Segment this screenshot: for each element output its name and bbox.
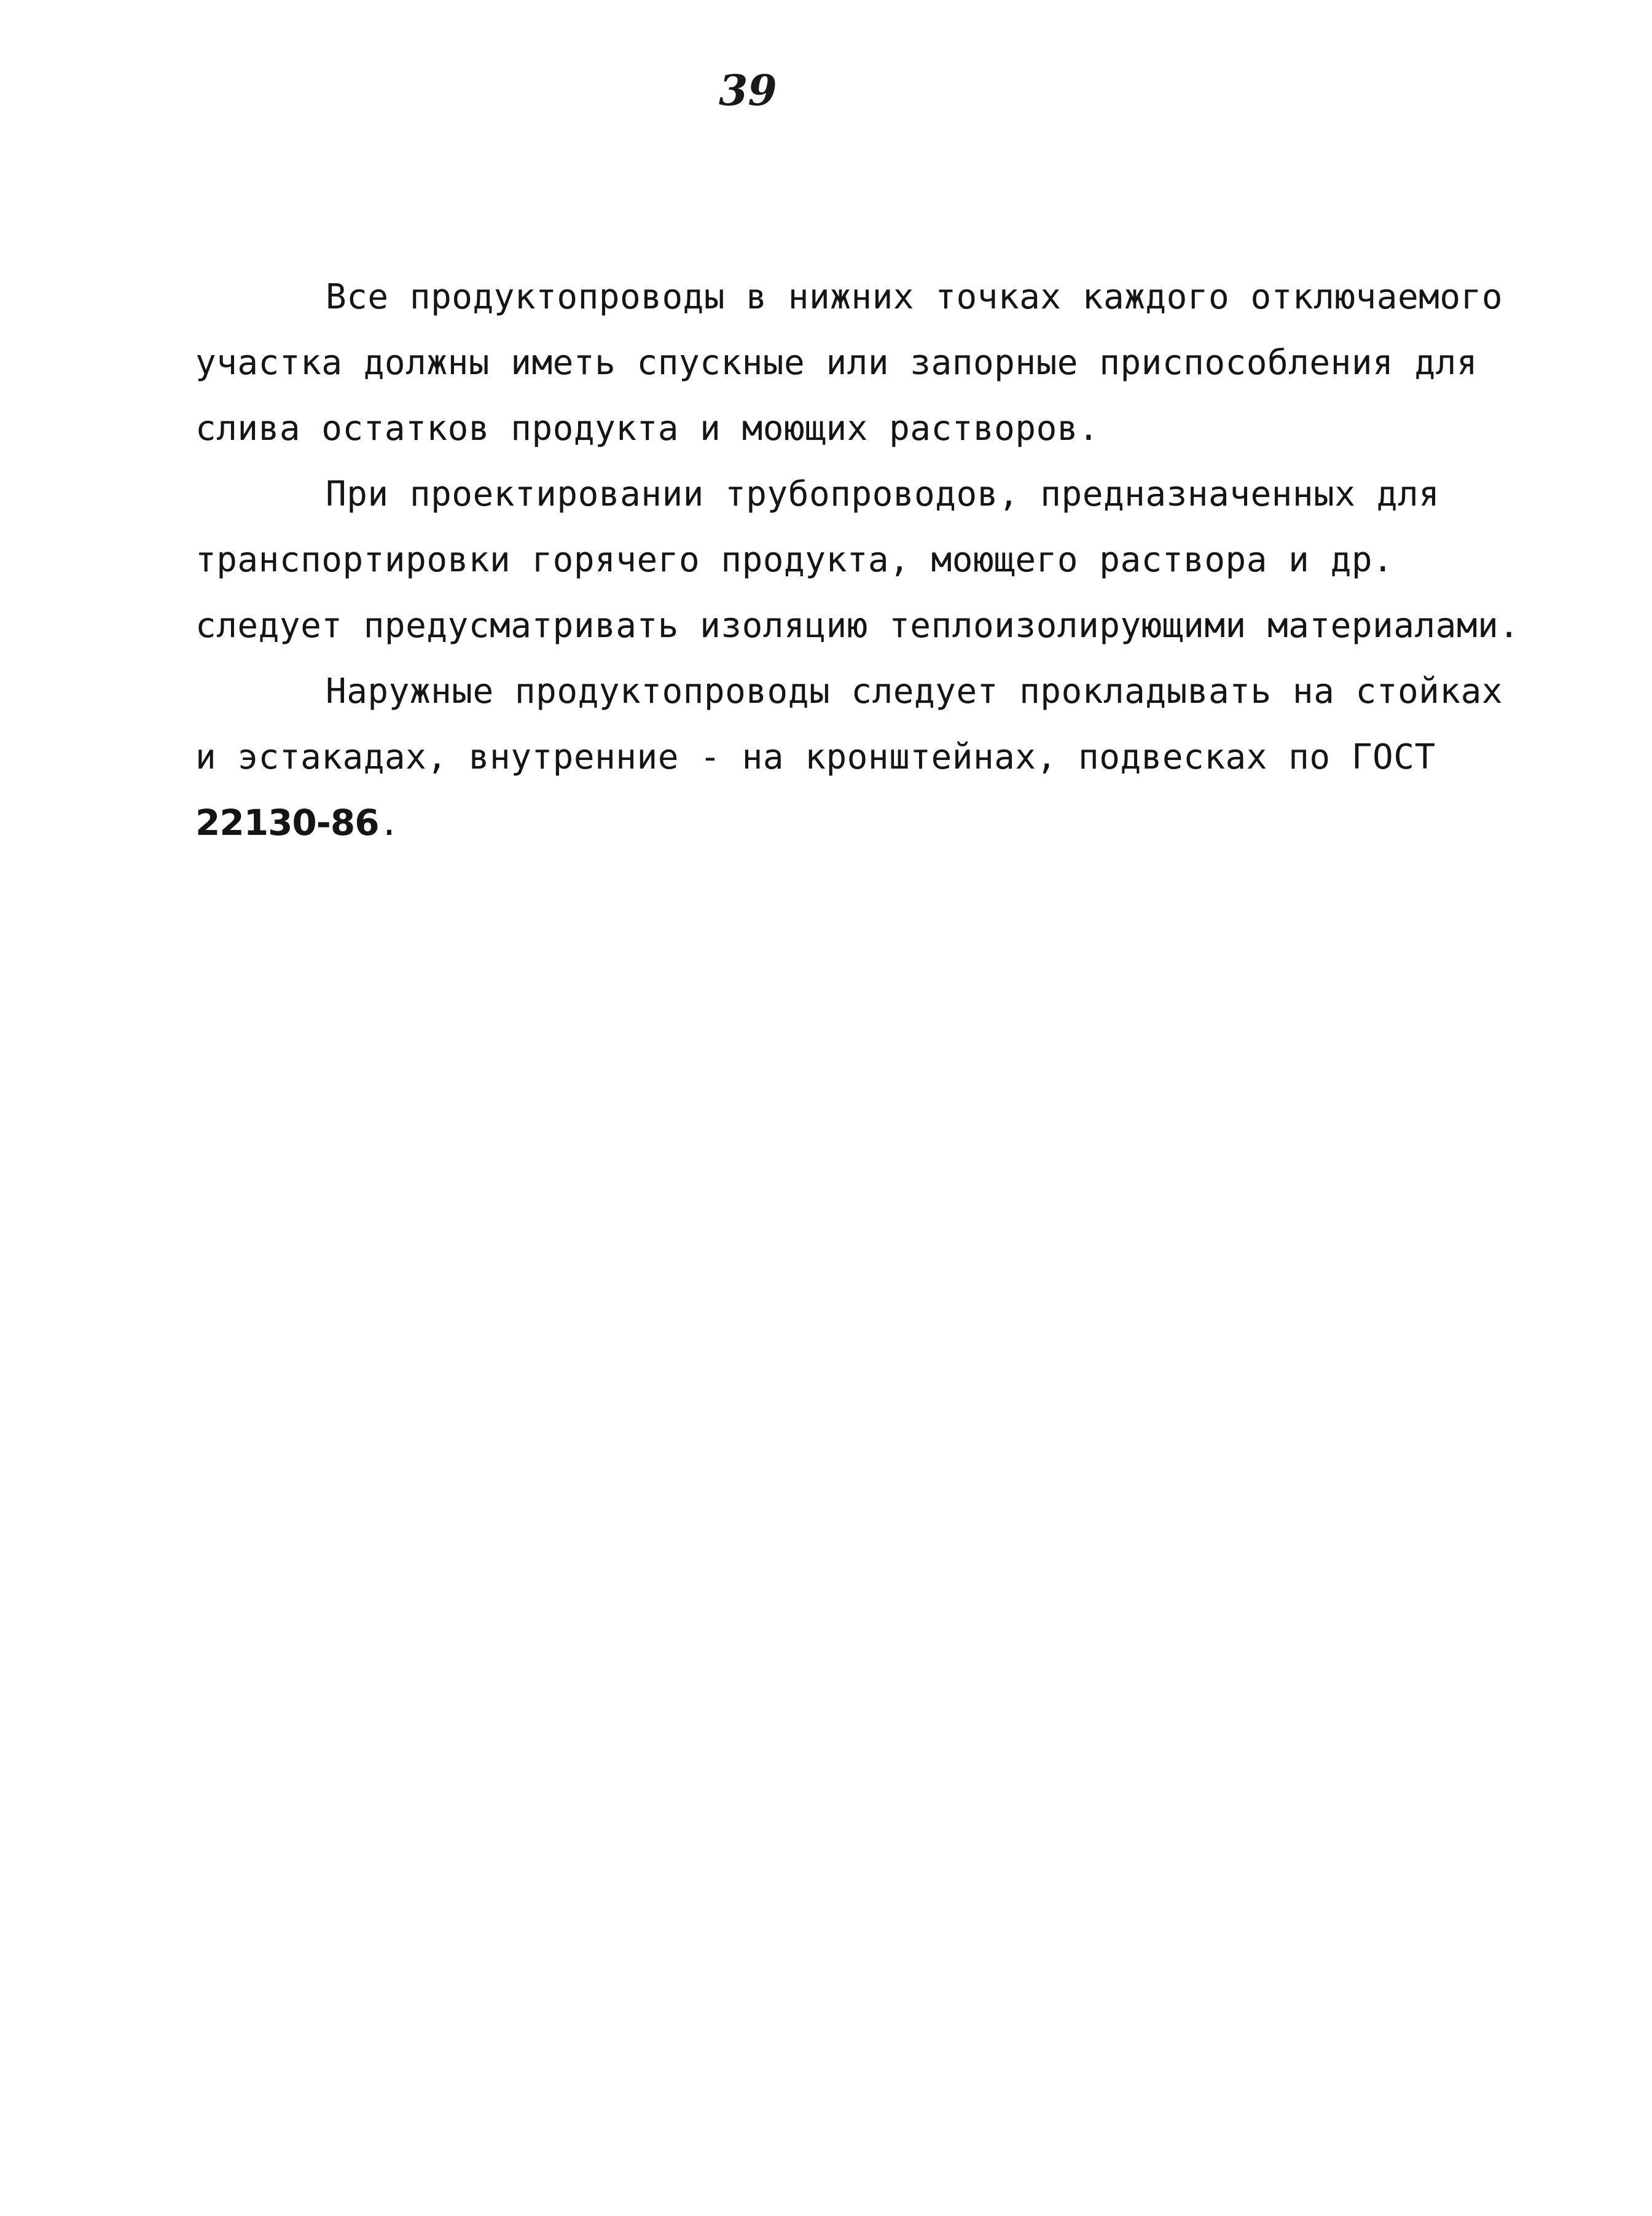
text-line: слива остатков продукта и моющих растворов. [195,409,1100,448]
standard-number: 22130-86 [195,802,379,844]
text-line: Наружные продуктопроводы следует прокладывать на стойках [326,671,1503,711]
page-number: 39 [719,66,777,115]
body-text [195,264,1520,856]
text-line: Все продуктопроводы в нижних точках каждого отключаемого [326,277,1503,317]
text-line-standard [195,790,1430,856]
text-line: транспортировки горячего продукта, моющего раствора и др. [195,540,1394,580]
paragraph-drainage [195,264,1503,461]
paragraph-mounting [195,659,1503,856]
text-line: и эстакадах, внутренние - на кронштейнах, подвесках по ГОСТ [195,737,1436,777]
closing-period: . [378,804,400,844]
text-line: следует предусматривать изоляцию теплоизолирующими материалами. [195,606,1520,646]
text-line: При проектировании трубопроводов, предназначенных для [326,474,1440,514]
paragraph-insulation [195,461,1520,659]
text-line: участка должны иметь спускные или запорные приспособления для [195,343,1478,383]
